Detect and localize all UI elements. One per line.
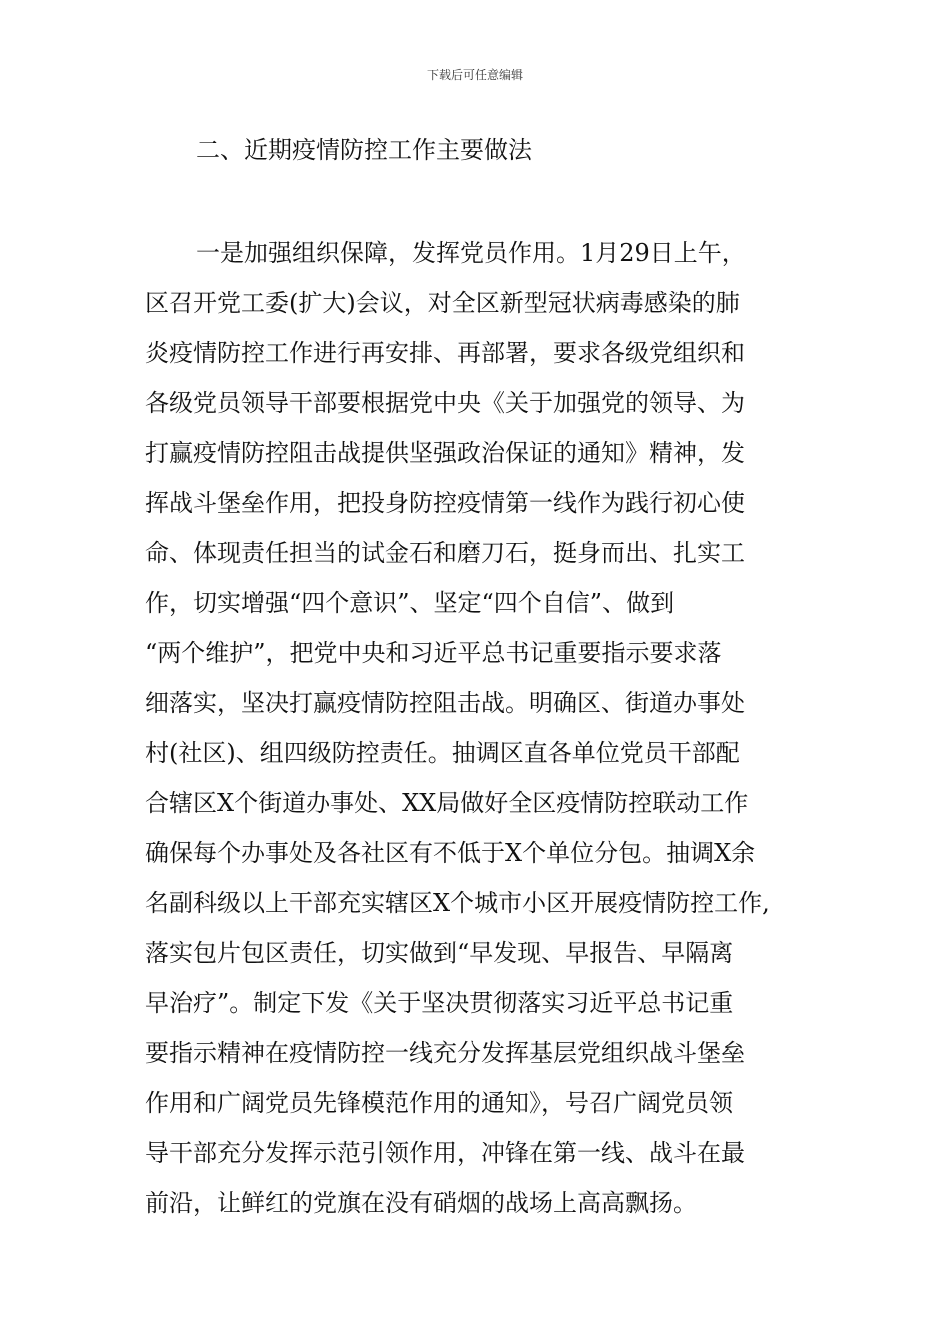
paragraph-line: 作用和广阔党员先锋模范作用的通知》，号召广阔党员领: [145, 1089, 733, 1117]
paragraph-line: 打赢疫情防控阻击战提供坚强政治保证的通知》精神，发: [145, 439, 745, 467]
paragraph-line: 名副科级以上干部充实辖区X个城市小区开展疫情防控工作,: [145, 889, 770, 917]
paragraph-line: 合辖区X个街道办事处、XX局做好全区疫情防控联动工作: [145, 789, 749, 817]
body-paragraph: [145, 228, 825, 1228]
paragraph-line: 区召开党工委(扩大)会议，对全区新型冠状病毒感染的肺: [145, 289, 740, 317]
paragraph-line: 落实包片包区责任，切实做到“早发现、早报告、早隔离: [145, 939, 734, 967]
paragraph-line: 导干部充分发挥示范引领作用，冲锋在第一线、战斗在最: [145, 1139, 745, 1167]
paragraph-line: “两个维护”，把党中央和习近平总书记重要指示要求落: [145, 639, 722, 667]
page-header-watermark: 下载后可任意编辑: [426, 68, 523, 82]
paragraph-line: 前沿，让鲜红的党旗在没有硝烟的战场上高高飘扬。: [145, 1189, 697, 1217]
paragraph-line: 各级党员领导干部要根据党中央《关于加强党的领导、为: [145, 389, 745, 417]
paragraph-line: 挥战斗堡垒作用，把投身防控疫情第一线作为践行初心使: [145, 489, 745, 517]
paragraph-line: 作，切实增强“四个意识”、坚定“四个自信”、做到: [145, 589, 675, 617]
paragraph-line: 一是加强组织保障，发挥党员作用。1月29日上午，: [196, 239, 746, 267]
paragraph-line: 细落实，坚决打赢疫情防控阻击战。明确区、街道办事处: [145, 689, 745, 717]
paragraph-line: 命、体现责任担当的试金石和磨刀石，挺身而出、扎实工: [145, 539, 745, 567]
paragraph-line: 要指示精神在疫情防控一线充分发挥基层党组织战斗堡垒: [145, 1039, 745, 1067]
paragraph-line: 村(社区)、组四级防控责任。抽调区直各单位党员干部配: [145, 739, 740, 767]
section-heading: 二、近期疫情防控工作主要做法: [196, 136, 532, 164]
paragraph-line: 早治疗”。制定下发《关于坚决贯彻落实习近平总书记重: [145, 989, 734, 1017]
paragraph-line: 炎疫情防控工作进行再安排、再部署，要求各级党组织和: [145, 339, 745, 367]
paragraph-line: 确保每个办事处及各社区有不低于X个单位分包。抽调X余: [145, 839, 756, 867]
